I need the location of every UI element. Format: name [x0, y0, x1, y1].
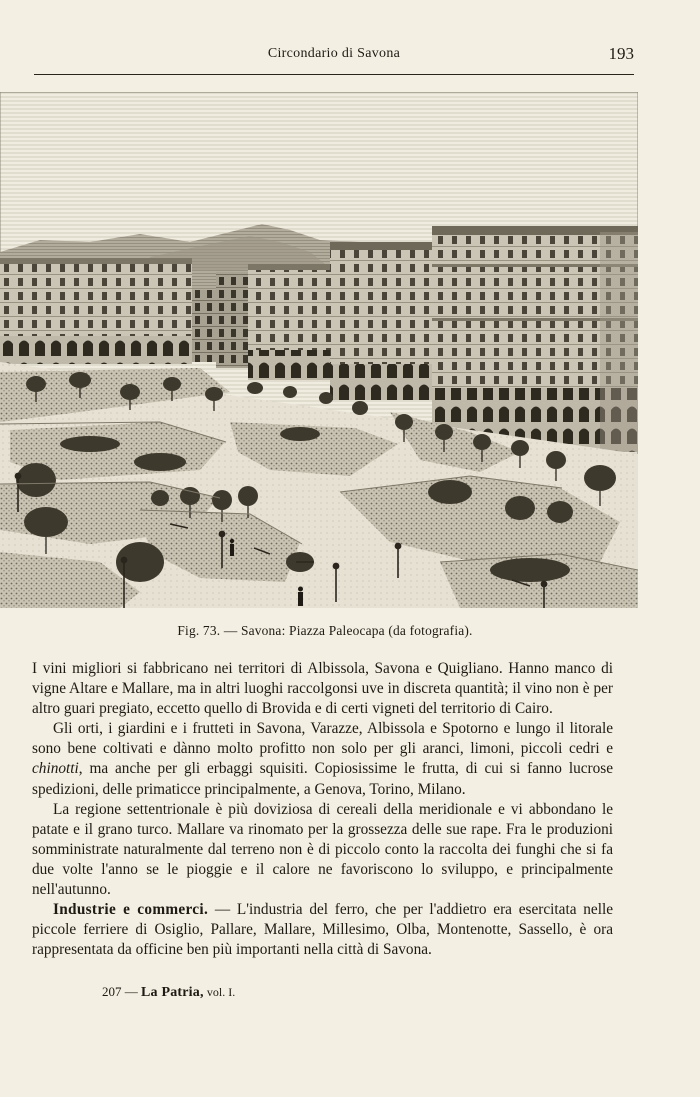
paragraph-cereals: [32, 800, 613, 900]
signature-dash: —: [124, 984, 138, 999]
text-run: La regione settentrionale è più doviziosa di cereali della meridionale e vi abbondano le patate e il grano turco. Mallare va rinomato per la grossezza delle sue rape. Fra le produzioni somministrate naturalmente dal terreno non è di piccolo conto la raccolta dei funghi che si fa due volte l'anno se le pioggie e il calore ne favoriscono lo sviluppo, e principalmente nell'autunno.: [32, 800, 613, 899]
body-text: [32, 659, 613, 960]
section-heading: Industrie e commerci.: [53, 901, 209, 919]
running-title: Circondario di Savona: [267, 46, 401, 61]
engraving-figure: [0, 92, 638, 608]
text-run: Gli orti, i giardini e i frutteti in Savona, Varazze, Albissola e Spotorno e lungo il litorale sono bene coltivati e dànno molto profitto non solo per gli aranci, limoni, piccoli cedri e: [32, 720, 613, 758]
publication-title: La Patria,: [141, 985, 204, 1000]
running-head: [34, 46, 634, 75]
page-number: 193: [608, 44, 634, 63]
text-run: I vini migliori si fabbricano nei territori di Albissola, Savona e Quigliano. Hanno manco di vigne Altare e Mallare, ma in altri luoghi raccolgonsi uve in discreta quantità; il vino non è per altro guari pregiato, eccetto quello di Brovida e di certi vigneti del territorio di Cairo.: [32, 660, 613, 718]
signature-line: [102, 984, 235, 1001]
emphasis-text: chinotti: [32, 760, 79, 778]
paragraph-wines: [32, 659, 613, 719]
text-run: , ma anche per gli erbaggi squisiti. Copiosissime le frutta, di cui si fanno lucrose spedizioni, delle primaticce principalmente, a Genova, Torino, Milano.: [32, 760, 613, 798]
figure-caption: Fig. 73. — Savona: Piazza Paleocapa (da fotografia).: [177, 623, 473, 638]
piazza-engraving-illustration: [0, 92, 638, 608]
volume-label: vol. I.: [206, 985, 236, 999]
paragraph-gardens: [32, 719, 613, 799]
text-run: — L'industria del ferro, che per l'addietro era esercitata nelle piccole ferriere di Osiglio, Pallare, Mallare, Millesimo, Olba, Montenotte, Sassello, è ora rappresentata da officine ben più importanti nella città di Savona.: [32, 901, 613, 959]
signature-number: 207: [102, 984, 122, 999]
paragraph-industry: [32, 900, 613, 960]
